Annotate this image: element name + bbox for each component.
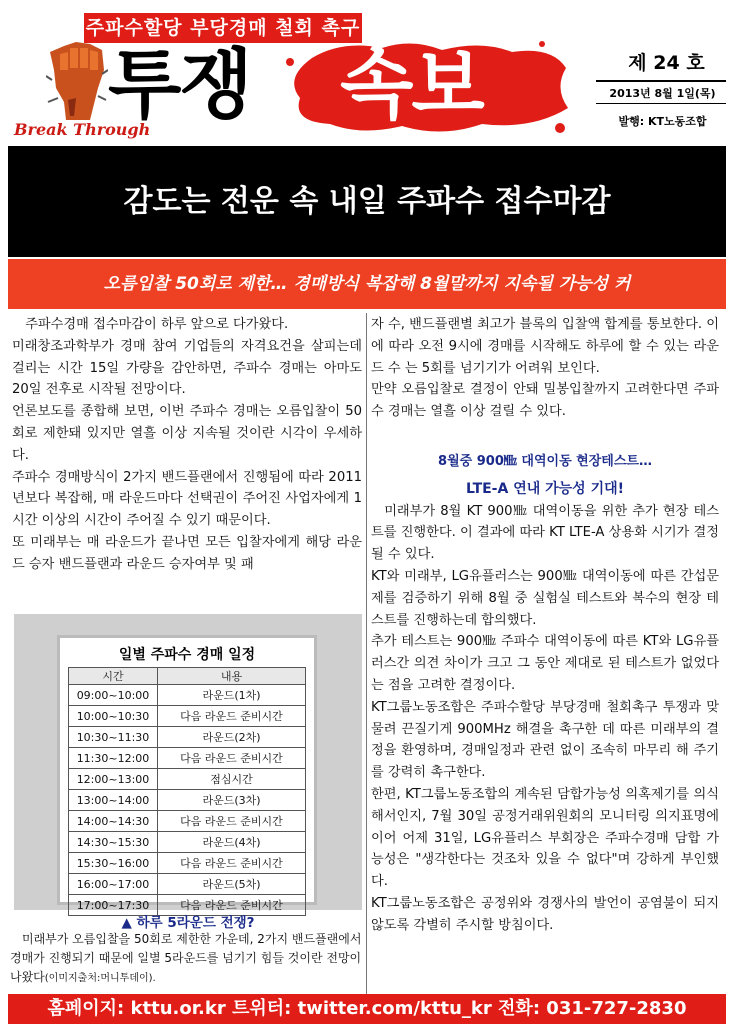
issue-divider <box>596 103 726 104</box>
schedule-content-cell: 라운드(1차) <box>158 685 306 706</box>
schedule-time-cell: 10:30~11:30 <box>69 727 158 748</box>
subheadline: 오름입찰 50회로 제한… 경매방식 복잡해 8월말까지 지속될 가능성 커 <box>8 259 726 309</box>
schedule-time-cell: 11:30~12:00 <box>69 748 158 769</box>
issue-date: 2013년 8월 1일(목) <box>609 87 716 100</box>
schedule-content-cell: 라운드(2차) <box>158 727 306 748</box>
table-row <box>69 769 306 790</box>
right-column <box>371 314 719 937</box>
schedule-content-cell: 라운드(3차) <box>158 790 306 811</box>
paragraph: 미래창조과학부가 경매 참여 기업들의 자격요건을 살피는데 걸리는 시간 15일 가량을 감안하면, 주파수 경매는 아마도 20일 전후로 시작될 전망이다. <box>12 338 362 398</box>
schedule-time-cell: 16:00~17:00 <box>69 874 158 895</box>
table-row <box>69 748 306 769</box>
issue-info <box>600 48 725 129</box>
table-row <box>69 811 306 832</box>
paragraph: KT그룹노동조합은 공정위와 경쟁사의 발언이 공염불이 되지 않도록 각별히 주시할 방침이다. <box>371 895 719 933</box>
schedule-content-cell: 점심시간 <box>158 769 306 790</box>
masthead-title-black: 투쟁 <box>108 40 251 129</box>
paragraph: 추가 테스트는 900㎒ 주파수 대역이동에 따른 KT와 LG유플러스간 의견 차이가 크고 그 동안 제대로 된 테스트가 없었다는 점을 고려한 결정이다. <box>371 634 719 693</box>
table-row <box>69 685 306 706</box>
paragraph: 한편, KT그룹노동조합의 계속된 담합가능성 의혹제기를 의식해서인지, 7월 30일 공정거래위원회의 모니터링 의지표명에 이어 어제 31일, LG유플러스 부회장은 주파수경매 담합 가능성은 "생각한다는 것조차 있을 수 없다"며 강하게 부인했다. <box>371 786 719 890</box>
column-header: 내용 <box>158 668 306 685</box>
issue-number: 제 24 호 <box>628 52 705 74</box>
left-column <box>12 314 362 576</box>
schedule-card <box>60 638 314 912</box>
table-row <box>69 853 306 874</box>
schedule-time-cell: 14:30~15:30 <box>69 832 158 853</box>
schedule-time-cell: 12:00~13:00 <box>69 769 158 790</box>
raised-fist-icon <box>46 40 108 122</box>
paragraph: 미래부가 8월 KT 900㎒ 대역이동을 위한 추가 현장 테스트를 진행한다. 이 결과에 따라 KT LTE-A 상용화 시기가 결정될 수 있다. <box>371 503 719 563</box>
section-title: 8월중 900㎒ 대역이동 현장테스트… <box>438 453 652 469</box>
schedule-time-cell: 15:30~16:00 <box>69 853 158 874</box>
schedule-image <box>14 614 362 931</box>
table-row <box>69 874 306 895</box>
schedule-content-cell: 라운드(4차) <box>158 832 306 853</box>
table-row <box>69 832 306 853</box>
paragraph: 주파수경매 접수마감이 하루 앞으로 다가왔다. <box>25 317 289 332</box>
schedule-content-cell: 라운드(5차) <box>158 874 306 895</box>
schedule-content-cell: 다음 라운드 준비시간 <box>158 706 306 727</box>
schedule-content-cell: 다음 라운드 준비시간 <box>158 748 306 769</box>
image-caption-title: ▲ 하루 5라운드 전쟁? <box>121 915 255 931</box>
caption-text: 미래부가 오름입찰을 50회로 제한한 가운데, 2가지 밴드플랜에서 경매가 진행되기 때문에 일별 5라운드를 넘기기 힘들 것이란 전망이 나왔다 <box>10 932 362 984</box>
schedule-time-cell: 17:00~17:30 <box>69 895 158 916</box>
schedule-content-cell: 다음 라운드 준비시간 <box>158 895 306 916</box>
paragraph: 또 미래부는 매 라운드가 끝나면 모든 입찰자에게 해당 라운드 승자 밴드플랜과 라운드 승자여부 및 패 <box>12 534 362 572</box>
headline: 감도는 전운 속 내일 주파수 접수마감 <box>8 146 726 257</box>
masthead <box>0 0 732 145</box>
schedule-time-cell: 10:00~10:30 <box>69 706 158 727</box>
schedule-content-cell: 다음 라운드 준비시간 <box>158 811 306 832</box>
schedule-time-cell: 09:00~10:00 <box>69 685 158 706</box>
slogan-banner: 주파수할당 부당경매 철회 촉구 <box>84 13 362 43</box>
column-header: 시간 <box>69 668 158 685</box>
table-row <box>69 790 306 811</box>
paragraph: KT와 미래부, LG유플러스는 900㎒ 대역이동에 따른 간섭문제를 검증하기 위해 8월 중 실험실 테스트와 복수의 현장 테스트를 진행하는데 합의했다. <box>371 568 719 628</box>
paragraph: KT그룹노동조합은 주파수할당 부당경매 철회촉구 투쟁과 맞물려 끈질기게 900MHz 해결을 촉구한 데 따른 미래부의 결정을 환영하며, 경매일정과 관련 없이 조속히 마무리 해 주기를 강력히 촉구한다. <box>371 699 719 781</box>
table-header-row <box>69 668 306 685</box>
column-divider <box>366 313 367 1001</box>
image-caption <box>10 930 362 988</box>
table-row <box>69 706 306 727</box>
schedule-table <box>68 667 306 916</box>
table-row <box>69 727 306 748</box>
schedule-time-cell: 14:00~14:30 <box>69 811 158 832</box>
paragraph: 주파수 경매방식이 2가지 밴드플랜에서 진행됨에 따라 2011년보다 복잡해, 매 라운드마다 선택권이 주어진 사업자에게 1시간 이상의 시간이 주어질 수 있기 때문이다. <box>12 469 362 529</box>
schedule-time-cell: 13:00~14:00 <box>69 790 158 811</box>
footer-contact: 홈페이지: kttu.or.kr 트위터: twitter.com/kttu_kr 전화: 031-727-2830 <box>8 994 726 1024</box>
masthead-title-red: 속보 <box>340 40 483 129</box>
issue-divider <box>596 80 726 82</box>
issue-publisher: 발행: KT노동조합 <box>618 115 707 128</box>
paragraph: 자 수, 밴드플랜별 최고가 블록의 입찰액 합계를 통보한다. 이에 따라 오전 9시에 경매를 시작해도 하루에 할 수 있는 라운드 수 는 5회를 넘기기가 어려워 보인다. <box>371 317 719 376</box>
section-title: LTE-A 연내 가능성 기대! <box>465 480 625 497</box>
paragraph: 언론보도를 종합해 보면, 이번 주파수 경매는 오름입찰이 50회로 제한돼 있지만 열흘 이상 지속될 것이란 시각이 우세하다. <box>12 404 362 463</box>
paragraph: 만약 오름입찰로 결정이 안돼 밀봉입찰까지 고려한다면 주파수 경매는 열흘 이상 걸릴 수 있다. <box>371 382 719 420</box>
schedule-title: 일별 주파수 경매 일정 <box>118 647 256 663</box>
masthead-tagline: Break Through <box>14 120 151 139</box>
caption-source: (이미지출처:머니투데이). <box>44 973 156 984</box>
schedule-content-cell: 다음 라운드 준비시간 <box>158 853 306 874</box>
